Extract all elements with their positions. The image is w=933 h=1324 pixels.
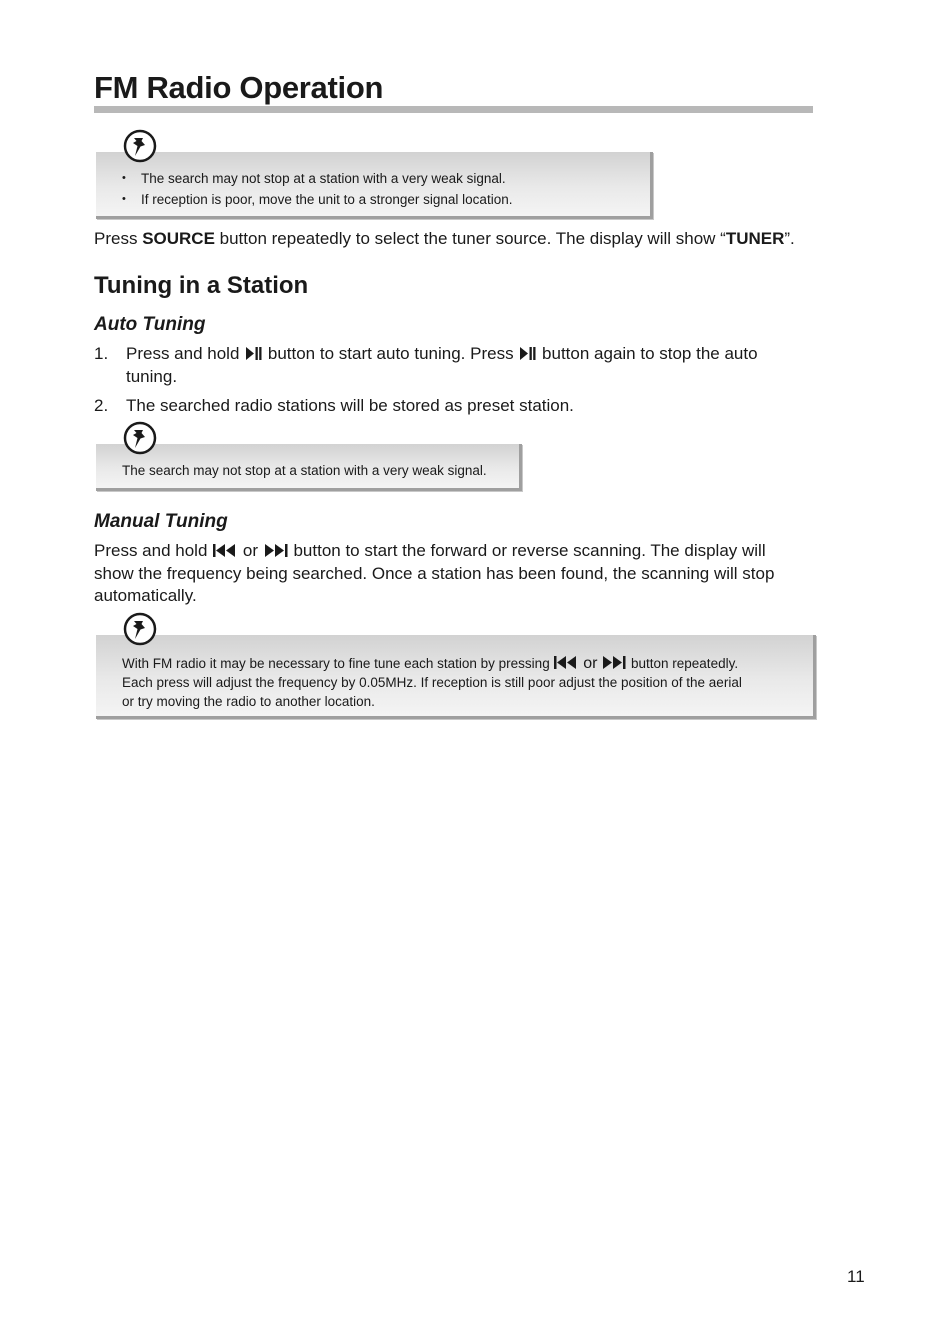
note-3-text-or: or <box>583 655 598 672</box>
note-3-text-b: button repeatedly. <box>631 656 739 671</box>
note-3-line-2: Each press will adjust the frequency by 0.05MHz. If reception is still poor adjust the position of the aerial <box>122 675 742 690</box>
note-2-text: The search may not stop at a station with a very weak signal. <box>122 463 487 478</box>
step-1-text-b: button to start auto tuning. Press <box>267 344 514 363</box>
tuning-heading: Tuning in a Station <box>94 272 309 299</box>
note-3-line-1 <box>122 654 738 673</box>
pushpin-icon <box>123 421 157 455</box>
skip-back-icon <box>213 544 237 557</box>
tuner-label: TUNER <box>725 229 785 248</box>
auto-tuning-step-2: The searched radio stations will be stored as preset station. <box>126 396 574 415</box>
skip-forward-icon <box>264 544 288 557</box>
manual-text-a: Press and hold <box>94 541 208 560</box>
page-title: FM Radio Operation <box>94 70 384 105</box>
step-1-text-c: button again to stop the auto <box>542 344 758 363</box>
pushpin-icon <box>123 612 157 646</box>
source-post: ”. <box>784 229 795 248</box>
source-mid: button repeatedly to select the tuner source. The display will show “ <box>214 229 726 248</box>
skip-back-icon <box>554 656 578 669</box>
note-1-bullet: • The search may not stop at a station with a very weak signal. <box>122 168 512 189</box>
manual-text-or: or <box>242 541 258 560</box>
pushpin-icon <box>123 129 157 163</box>
skip-forward-icon <box>602 656 626 669</box>
source-pre: Press <box>94 229 143 248</box>
auto-tuning-step-1-cont: tuning. <box>126 367 178 386</box>
manual-tuning-line-2: show the frequency being searched. Once a station has been found, the scanning will stop <box>94 564 775 583</box>
source-paragraph <box>94 227 795 250</box>
manual-tuning-line-1 <box>94 539 766 562</box>
step-1-text-a: Press and hold <box>126 344 240 363</box>
play-pause-icon <box>519 347 536 360</box>
list-number: 1. <box>94 344 109 363</box>
note-3-text-a: With FM radio it may be necessary to fine tune each station by pressing <box>122 656 550 671</box>
note-1-list <box>122 168 512 210</box>
manual-text-b: button to start the forward or reverse scanning. The display will <box>293 541 766 560</box>
play-pause-icon <box>245 347 262 360</box>
source-label: SOURCE <box>142 229 215 248</box>
page-number: 11 <box>847 1267 865 1286</box>
auto-tuning-step-1 <box>126 342 758 365</box>
manual-tuning-heading: Manual Tuning <box>94 511 228 532</box>
manual-tuning-line-3: automatically. <box>94 586 197 605</box>
title-rule <box>94 106 813 113</box>
note-1-bullet: • If reception is poor, move the unit to a stronger signal location. <box>122 189 512 210</box>
list-number: 2. <box>94 396 109 415</box>
auto-tuning-heading: Auto Tuning <box>94 314 206 335</box>
note-3-line-3: or try moving the radio to another location. <box>122 694 375 709</box>
